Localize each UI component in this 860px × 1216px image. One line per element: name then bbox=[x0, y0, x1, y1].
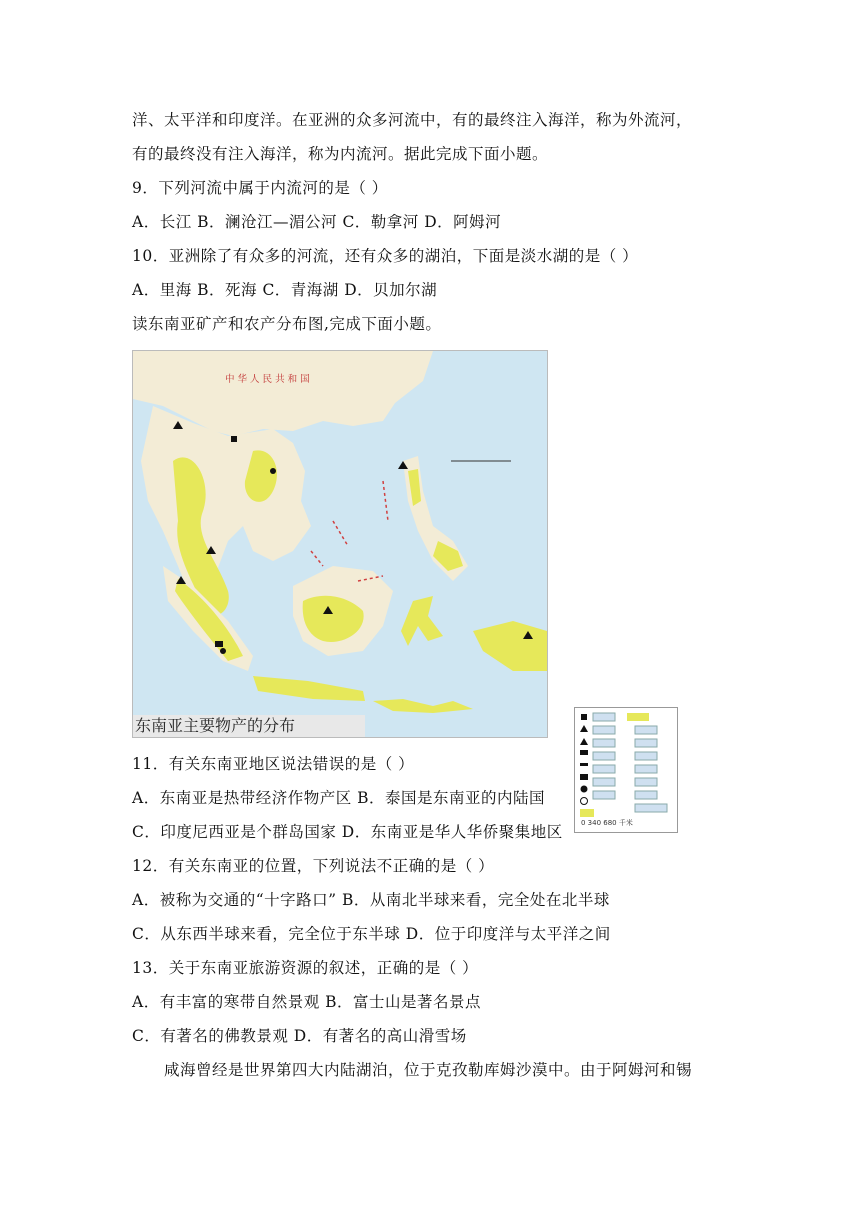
question-11-options-cd: C．印度尼西亚是个群岛国家 D．东南亚是华人华侨聚集地区 bbox=[132, 823, 563, 841]
question-12-options-ab: A．被称为交通的“十字路口” B．从南北半球来看，完全处在北半球 bbox=[132, 891, 610, 909]
legend-symbols bbox=[575, 708, 677, 832]
china-label: 中 华 人 民 共 和 国 bbox=[225, 374, 310, 385]
question-13-stem: 13．关于东南亚旅游资源的叙述，正确的是（ ） bbox=[132, 959, 479, 977]
question-10-options: A．里海 B．死海 C．青海湖 D．贝加尔湖 bbox=[132, 281, 438, 299]
map-drawing bbox=[133, 351, 547, 737]
question-12-stem: 12．有关东南亚的位置，下列说法不正确的是（ ） bbox=[132, 857, 495, 875]
question-10-stem: 10．亚洲除了有众多的河流，还有众多的湖泊，下面是淡水湖的是（ ） bbox=[132, 247, 639, 265]
intro-line-1: 洋、太平洋和印度洋。在亚洲的众多河流中，有的最终注入海洋，称为外流河， bbox=[132, 111, 693, 129]
question-9-stem: 9．下列河流中属于内流河的是（ ） bbox=[132, 179, 388, 197]
intro-line-2: 有的最终没有注入海洋，称为内流河。据此完成下面小题。 bbox=[132, 145, 549, 163]
sulawesi-land bbox=[401, 596, 443, 646]
map-caption: 东南亚主要物产的分布 bbox=[133, 715, 365, 737]
new-guinea-land bbox=[473, 621, 547, 671]
map-intro: 读东南亚矿产和农产分布图,完成下面小题。 bbox=[132, 315, 442, 333]
map-legend bbox=[574, 707, 678, 833]
question-11-options-ab: A．东南亚是热带经济作物产区 B．泰国是东南亚的内陆国 bbox=[132, 789, 546, 807]
question-13-options-ab: A．有丰富的寒带自然景观 B．富士山是著名景点 bbox=[132, 993, 482, 1011]
question-11-stem: 11．有关东南亚地区说法错误的是（ ） bbox=[132, 755, 415, 773]
question-12-options-cd: C．从东西半球来看，完全位于东半球 D．位于印度洋与太平洋之间 bbox=[132, 925, 611, 943]
question-13-options-cd: C．有著名的佛教景观 D．有著名的高山滑雪场 bbox=[132, 1027, 467, 1045]
question-9-options: A．长江 B．澜沧江—湄公河 C．勒拿河 D．阿姆河 bbox=[132, 213, 502, 231]
java-land bbox=[253, 676, 365, 701]
last-paragraph: 咸海曾经是世界第四大内陆湖泊，位于克孜勒库姆沙漠中。由于阿姆河和锡 bbox=[164, 1061, 693, 1079]
lesser-sunda-land bbox=[373, 699, 473, 713]
dashed-borders bbox=[311, 481, 388, 581]
scale-label: 0 340 680 千米 bbox=[581, 819, 633, 827]
